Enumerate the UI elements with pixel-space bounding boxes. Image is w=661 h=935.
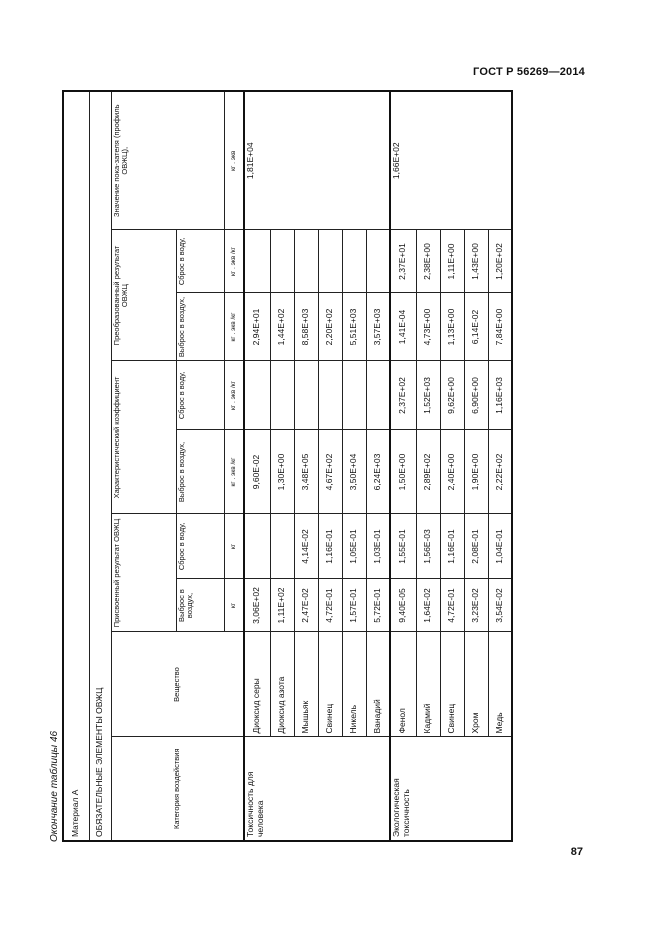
value-cell bbox=[294, 230, 318, 293]
substance-cell: Хром bbox=[464, 632, 488, 737]
value-cell: 4,73E+00 bbox=[416, 293, 440, 361]
unit-cell: кг . экв /кг bbox=[224, 361, 244, 430]
value-cell bbox=[294, 361, 318, 430]
value-cell: 1,64E-02 bbox=[416, 579, 440, 632]
value-cell: 1,11E+02 bbox=[270, 579, 294, 632]
value-cell: 6,14E-02 bbox=[464, 293, 488, 361]
subheader-water-coef: Сброс в воду, bbox=[176, 361, 224, 430]
unit-cell: кг bbox=[224, 514, 244, 579]
value-cell: 1,16E-01 bbox=[318, 514, 342, 579]
table-46 bbox=[62, 90, 513, 842]
header-category: Категория воздействия bbox=[111, 737, 244, 841]
value-cell: 1,16E-01 bbox=[440, 514, 464, 579]
value-cell: 3,57E+03 bbox=[366, 293, 390, 361]
value-cell: 2,89E+02 bbox=[416, 430, 440, 514]
header-assigned-result: Присвоенный результат ОВЖЦ bbox=[111, 514, 176, 632]
indicator-cell: 1,66E+02 bbox=[390, 91, 512, 230]
table-caption: Окончание таблицы 46 bbox=[49, 730, 60, 842]
value-cell: 6,90E+00 bbox=[464, 361, 488, 430]
unit-cell: кг . экв /кг bbox=[224, 293, 244, 361]
value-cell bbox=[366, 361, 390, 430]
value-cell: 2,08E-01 bbox=[464, 514, 488, 579]
value-cell: 1,50E+00 bbox=[390, 430, 416, 514]
value-cell bbox=[244, 230, 270, 293]
page-number: 87 bbox=[570, 846, 583, 858]
value-cell: 6,24E+03 bbox=[366, 430, 390, 514]
value-cell: 1,03E-01 bbox=[366, 514, 390, 579]
value-cell bbox=[366, 230, 390, 293]
value-cell: 7,84E+00 bbox=[488, 293, 512, 361]
header-substance: Вещество bbox=[111, 632, 244, 737]
value-cell: 1,43E+00 bbox=[464, 230, 488, 293]
section-row: ОБЯЗАТЕЛЬНЫЕ ЭЛЕМЕНТЫ ОВЖЦ bbox=[89, 91, 111, 841]
value-cell: 4,72E-01 bbox=[440, 579, 464, 632]
material-row: Материал А bbox=[63, 91, 89, 841]
value-cell: 1,56E-03 bbox=[416, 514, 440, 579]
value-cell: 1,44E+02 bbox=[270, 293, 294, 361]
value-cell: 1,90E+00 bbox=[464, 430, 488, 514]
value-cell: 1,57E-01 bbox=[342, 579, 366, 632]
header-converted-result: Преобразованный результат ОВЖЦ bbox=[111, 230, 176, 361]
substance-cell: Никель bbox=[342, 632, 366, 737]
value-cell: 4,14E-02 bbox=[294, 514, 318, 579]
substance-cell: Мышьяк bbox=[294, 632, 318, 737]
unit-cell: кг bbox=[224, 579, 244, 632]
value-cell: 2,94E+01 bbox=[244, 293, 270, 361]
unit-cell: кг . экв bbox=[224, 91, 244, 230]
substance-cell: Ванадий bbox=[366, 632, 390, 737]
value-cell: 1,20E+02 bbox=[488, 230, 512, 293]
value-cell bbox=[244, 361, 270, 430]
value-cell: 2,47E-02 bbox=[294, 579, 318, 632]
value-cell: 9,40E-05 bbox=[390, 579, 416, 632]
substance-cell: Диоксид азота bbox=[270, 632, 294, 737]
document-code: ГОСТ Р 56269—2014 bbox=[473, 66, 585, 78]
value-cell: 2,37E+01 bbox=[390, 230, 416, 293]
value-cell: 3,23E-02 bbox=[464, 579, 488, 632]
substance-cell: Свинец bbox=[440, 632, 464, 737]
value-cell: 1,55E-01 bbox=[390, 514, 416, 579]
value-cell: 1,41E-04 bbox=[390, 293, 416, 361]
subheader-water-converted: Сброс в воду, bbox=[176, 230, 224, 293]
value-cell bbox=[342, 361, 366, 430]
value-cell: 1,52E+03 bbox=[416, 361, 440, 430]
value-cell: 1,30E+00 bbox=[270, 430, 294, 514]
value-cell: 4,67E+02 bbox=[318, 430, 342, 514]
value-cell: 3,48E+05 bbox=[294, 430, 318, 514]
value-cell: 1,13E+00 bbox=[440, 293, 464, 361]
value-cell: 5,51E+03 bbox=[342, 293, 366, 361]
value-cell: 9,60E-02 bbox=[244, 430, 270, 514]
value-cell: 5,72E-01 bbox=[366, 579, 390, 632]
value-cell: 1,04E-01 bbox=[488, 514, 512, 579]
value-cell bbox=[270, 514, 294, 579]
subheader-water-assigned: Сброс в воду, bbox=[176, 514, 224, 579]
substance-cell: Свинец bbox=[318, 632, 342, 737]
value-cell: 9,62E+00 bbox=[440, 361, 464, 430]
value-cell: 4,72E-01 bbox=[318, 579, 342, 632]
unit-cell: кг . экв /кг bbox=[224, 430, 244, 514]
value-cell: 2,20E+02 bbox=[318, 293, 342, 361]
value-cell: 2,37E+02 bbox=[390, 361, 416, 430]
subheader-air-converted: Выброс в воздух, bbox=[176, 293, 224, 361]
value-cell: 8,58E+03 bbox=[294, 293, 318, 361]
value-cell: 3,54E-02 bbox=[488, 579, 512, 632]
unit-cell: кг . экв /кг bbox=[224, 230, 244, 293]
value-cell: 1,16E+03 bbox=[488, 361, 512, 430]
value-cell bbox=[270, 361, 294, 430]
category-cell: Экологическая токсичность bbox=[390, 737, 512, 841]
value-cell: 1,05E-01 bbox=[342, 514, 366, 579]
subheader-air-coef: Выброс в воздух, bbox=[176, 430, 224, 514]
subheader-air-assigned: Выброс в воздух, bbox=[176, 579, 224, 632]
substance-cell: Медь bbox=[488, 632, 512, 737]
indicator-cell: 1,81E+04 bbox=[244, 91, 390, 230]
header-characteristic-coef: Характеристический коэффициент bbox=[111, 361, 176, 514]
category-cell: Токсичность для человека bbox=[244, 737, 390, 841]
value-cell: 2,40E+00 bbox=[440, 430, 464, 514]
value-cell: 2,38E+00 bbox=[416, 230, 440, 293]
value-cell bbox=[244, 514, 270, 579]
header-indicator-value: Значение пока-зателя (профиль ОВЖЦ), bbox=[111, 91, 224, 230]
value-cell bbox=[342, 230, 366, 293]
substance-cell: Диоксид серы bbox=[244, 632, 270, 737]
value-cell: 1,11E+00 bbox=[440, 230, 464, 293]
value-cell bbox=[318, 230, 342, 293]
value-cell bbox=[318, 361, 342, 430]
value-cell: 2,22E+02 bbox=[488, 430, 512, 514]
value-cell: 3,06E+02 bbox=[244, 579, 270, 632]
value-cell bbox=[270, 230, 294, 293]
value-cell: 3,50E+04 bbox=[342, 430, 366, 514]
rotated-table-block bbox=[48, 92, 504, 842]
substance-cell: Кадмий bbox=[416, 632, 440, 737]
substance-cell: Фенол bbox=[390, 632, 416, 737]
